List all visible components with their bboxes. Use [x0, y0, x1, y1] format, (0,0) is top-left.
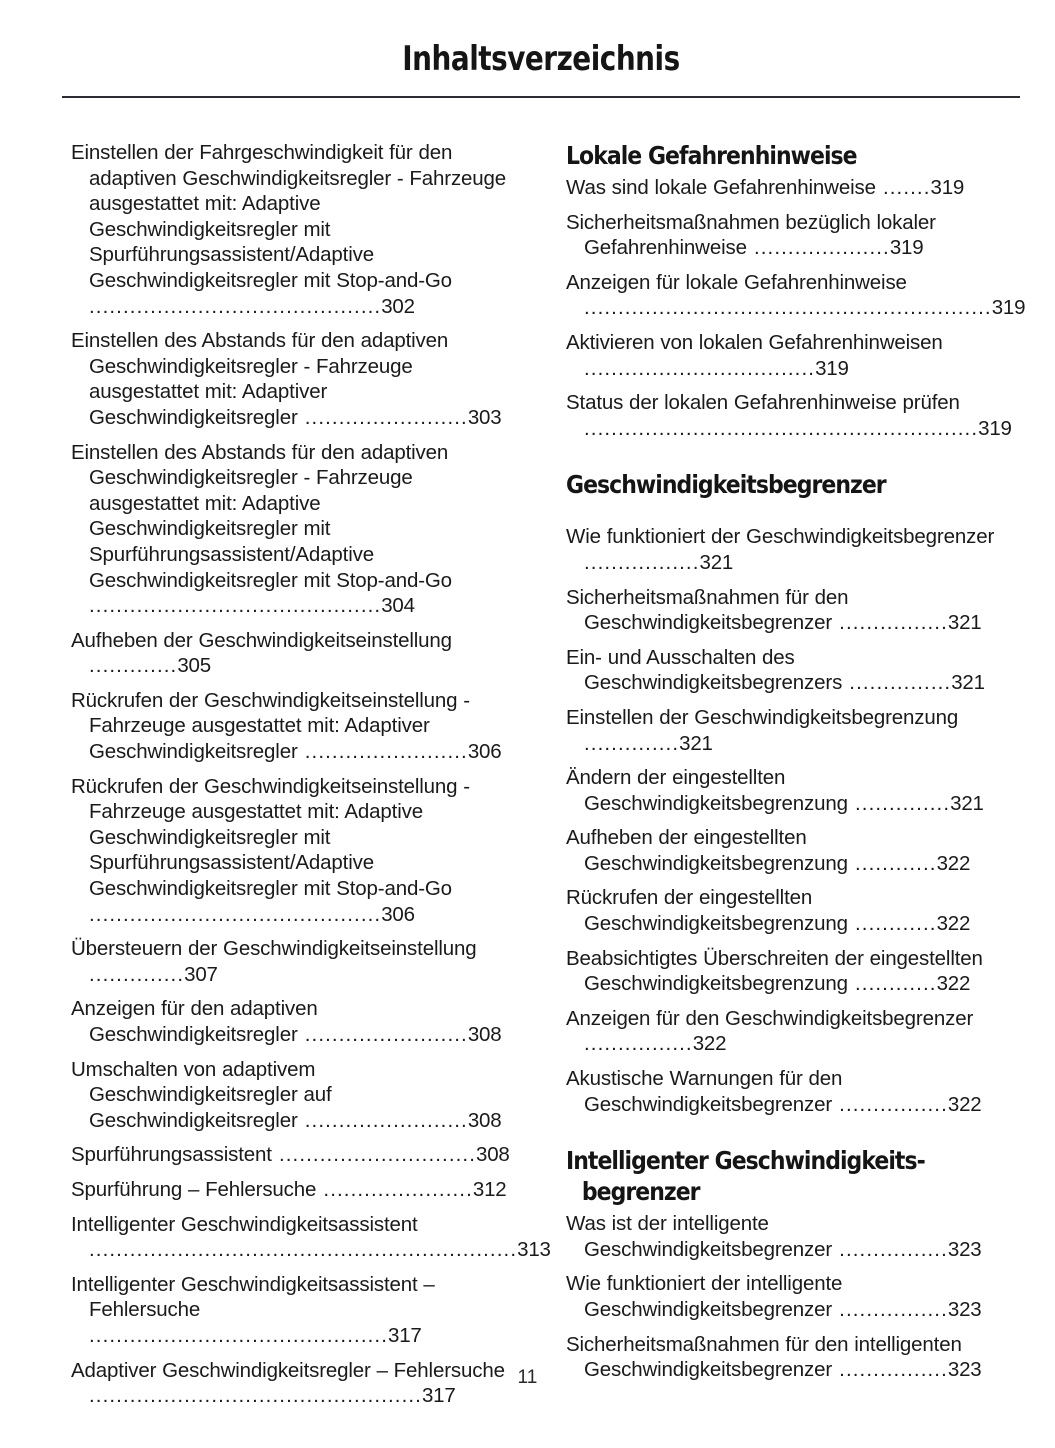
toc-entry-label: Ein- und Ausschalten des Geschwindigkeitsbegrenzers	[566, 645, 843, 695]
toc-entry[interactable]	[566, 1066, 1018, 1117]
toc-entry-page: 322	[936, 851, 971, 875]
page-number: 11	[517, 1367, 538, 1388]
toc-leader-dots: ..........................................................	[584, 416, 979, 440]
section-heading: Lokale Gefahrenhinweise	[566, 141, 857, 170]
toc-entry[interactable]	[566, 1271, 1018, 1322]
toc-entry-page: 321	[699, 550, 734, 574]
toc-entry[interactable]	[566, 210, 1018, 261]
toc-entry[interactable]	[566, 946, 1018, 997]
toc-entry-page: 321	[950, 791, 984, 815]
toc-leader-dots: ...........................................	[89, 294, 382, 318]
toc-leader-dots: ...............	[842, 671, 952, 695]
toc-leader-dots: ........................	[297, 405, 468, 429]
toc-entry-label: Anzeigen für den Geschwindigkeitsbegrenzer	[566, 1006, 974, 1030]
toc-leader-dots: ............	[847, 972, 937, 996]
toc-entry-page: 323	[947, 1237, 982, 1261]
toc-leader-dots: ................	[832, 611, 948, 635]
toc-entry-page: 322	[936, 912, 971, 936]
toc-entry-label: Anzeigen für den adaptiven Geschwindigkeitsregler	[71, 997, 318, 1046]
toc-entry[interactable]	[71, 1177, 520, 1203]
toc-entry[interactable]	[566, 175, 1018, 201]
toc-entry-label: Intelligenter Geschwindigkeitsassistent – Fehlersuche	[71, 1272, 435, 1322]
toc-entry-label: Adaptiver Geschwindigkeitsregler – Fehlersuche	[71, 1358, 505, 1382]
toc-entry[interactable]	[71, 1142, 520, 1168]
toc-entry[interactable]	[566, 705, 1018, 756]
toc-entry-label: Spurführungsassistent	[71, 1143, 272, 1167]
toc-entry-label: Intelligenter Geschwindigkeitsassistent	[71, 1212, 418, 1236]
toc-entry[interactable]	[566, 765, 1018, 816]
toc-entry[interactable]	[71, 628, 520, 679]
toc-entry-page: 313	[517, 1238, 551, 1262]
toc-entry-label: Spurführung – Fehlersuche	[71, 1177, 317, 1201]
toc-entry-label: Aufheben der Geschwindigkeitseinstellung	[71, 628, 452, 652]
toc-entry[interactable]	[71, 1272, 520, 1349]
toc-leader-dots: ...........................................	[89, 594, 382, 618]
toc-entry[interactable]	[71, 688, 520, 765]
toc-entry[interactable]	[566, 1211, 1018, 1262]
toc-entry-page: 308	[476, 1143, 510, 1167]
toc-leader-dots: .......	[875, 176, 931, 199]
toc-entry-label: Einstellen der Geschwindigkeitsbegrenzung	[566, 705, 959, 729]
toc-leader-dots: ......................	[316, 1177, 473, 1201]
toc-entry-page: 319	[815, 356, 849, 380]
toc-leader-dots: ............................................	[89, 1323, 389, 1347]
toc-entry-page: 323	[947, 1298, 982, 1321]
toc-entry[interactable]	[566, 645, 1018, 696]
toc-entry[interactable]	[71, 996, 520, 1047]
toc-entry[interactable]	[71, 440, 520, 619]
toc-leader-dots: ..............	[89, 962, 185, 986]
toc-entry-page: 302	[381, 294, 415, 318]
toc-entry[interactable]	[71, 328, 520, 430]
toc-leader-dots: .................	[584, 550, 700, 574]
toc-entry-label: Aufheben der eingestellten Geschwindigkeitsbegrenzung	[566, 826, 848, 875]
toc-entry-page: 312	[472, 1177, 507, 1201]
toc-entry-page: 321	[947, 611, 982, 635]
toc-entry[interactable]	[566, 885, 1018, 936]
toc-leader-dots: .................................................	[89, 1384, 422, 1408]
toc-leader-dots: ................	[832, 1237, 948, 1261]
toc-entry-page: 317	[421, 1384, 456, 1408]
toc-entry[interactable]	[566, 390, 1018, 441]
toc-entry[interactable]	[566, 825, 1018, 876]
toc-entry-label: Status der lokalen Gefahrenhinweise prüfen	[566, 391, 960, 415]
toc-entry-page: 321	[951, 671, 985, 695]
toc-entry-page: 321	[679, 731, 713, 755]
toc-leader-dots: ..............	[584, 731, 680, 755]
toc-entry-label: Umschalten von adaptivem Geschwindigkeitsregler auf Geschwindigkeitsregler	[71, 1057, 332, 1132]
toc-entry-page: 305	[177, 654, 211, 678]
toc-entry-label: Was ist der intelligente Geschwindigkeitsbegrenzer	[566, 1212, 833, 1261]
toc-leader-dots: ................	[832, 1358, 948, 1382]
toc-entry[interactable]	[566, 270, 1026, 321]
toc-entry[interactable]	[71, 774, 520, 928]
toc-entry-page: 319	[889, 236, 924, 260]
toc-leader-dots: ........................	[297, 1023, 468, 1046]
toc-entry-page: 303	[467, 405, 502, 429]
toc-entry-label: Sicherheitsmaßnahmen für den Geschwindigkeitsbegrenzer	[566, 585, 849, 635]
toc-leader-dots: ............	[847, 851, 937, 875]
section-heading: Intelligenter Geschwindigkeits-begrenzer	[566, 1146, 925, 1207]
toc-entry-label: Anzeigen für lokale Gefahrenhinweise	[566, 270, 907, 294]
section-heading: Geschwindigkeitsbegrenzer	[566, 470, 886, 500]
toc-leader-dots: ................	[832, 1092, 948, 1116]
toc-entry-label: Wie funktioniert der Geschwindigkeitsbegrenzer	[566, 525, 995, 549]
toc-leader-dots: ....................	[746, 236, 890, 260]
toc-leader-dots: ............................................................	[584, 296, 992, 320]
toc-entry-label: Sicherheitsmaßnahmen bezüglich lokaler Gefahrenhinweise	[566, 210, 936, 260]
toc-leader-dots: ........................	[297, 740, 468, 764]
toc-entry[interactable]	[566, 330, 1018, 381]
toc-entry-label: Beabsichtigtes Überschreiten der eingestellten Geschwindigkeitsbegrenzung	[566, 946, 983, 996]
toc-leader-dots: ...............................................................	[89, 1238, 518, 1262]
toc-leader-dots: .............	[89, 654, 178, 678]
toc-leader-dots: ........................	[297, 1108, 468, 1132]
toc-leader-dots: ...........................................	[89, 902, 382, 926]
toc-entry-label: Rückrufen der Geschwindigkeitseinstellung - Fahrzeuge ausgestattet mit: Adaptiver Geschwindigkeitsregler	[71, 688, 470, 764]
page-title: Inhaltsverzeichnis	[402, 39, 680, 79]
toc-entry-label: Einstellen der Fahrgeschwindigkeit für den adaptiven Geschwindigkeitsregler - Fahrzeuge ausgestattet mit: Adaptive Geschwindigkeitsregler mit Spurführungsassistent/Adaptive Geschwindigkeitsregler mit Stop-and-Go	[71, 141, 507, 292]
toc-leader-dots: ..................................	[584, 356, 816, 380]
toc-entry[interactable]	[566, 1006, 1018, 1057]
toc-entry-page: 319	[930, 176, 965, 199]
toc-leader-dots: ................	[584, 1032, 693, 1056]
header-divider	[62, 96, 1020, 98]
toc-entry-page: 319	[978, 416, 1012, 440]
toc-entry-page: 323	[947, 1358, 982, 1382]
toc-entry-label: Einstellen des Abstands für den adaptiven Geschwindigkeitsregler - Fahrzeuge ausgestattet mit: Adaptiver Geschwindigkeitsregler	[71, 329, 449, 429]
toc-entry[interactable]	[71, 936, 520, 987]
toc-entry-page: 308	[467, 1023, 502, 1046]
toc-entry-label: Rückrufen der Geschwindigkeitseinstellung - Fahrzeuge ausgestattet mit: Adaptive Geschwindigkeitsregler mit Spurführungsassistent/Adaptive Geschwindigkeitsregler mit Stop-and-Go	[71, 774, 470, 901]
toc-entry-page: 322	[947, 1092, 982, 1116]
toc-leader-dots: ................	[832, 1298, 948, 1321]
toc-entry-page: 319	[991, 296, 1026, 320]
toc-entry-page: 306	[467, 740, 502, 764]
toc-entry-page: 308	[467, 1108, 502, 1132]
toc-column-right	[566, 140, 1026, 1392]
toc-entry-label: Akustische Warnungen für den Geschwindigkeitsbegrenzer	[566, 1067, 843, 1116]
toc-entry-label: Einstellen des Abstands für den adaptiven Geschwindigkeitsregler - Fahrzeuge ausgestattet mit: Adaptive Geschwindigkeitsregler mit Spurführungsassistent/Adaptive Geschwindigkeitsregler mit Stop-and-Go	[71, 440, 452, 592]
toc-entry[interactable]	[566, 524, 1018, 575]
toc-entry-label: Was sind lokale Gefahrenhinweise	[566, 176, 876, 199]
toc-entry-page: 322	[936, 972, 971, 996]
toc-leader-dots: .............................	[271, 1143, 477, 1167]
toc-entry-page: 322	[692, 1032, 727, 1056]
toc-entry-page: 304	[381, 594, 415, 618]
toc-leader-dots: ..............	[847, 791, 951, 815]
toc-entry-label: Aktivieren von lokalen Gefahrenhinweisen	[566, 330, 943, 354]
toc-entry[interactable]	[71, 1057, 520, 1134]
toc-leader-dots: ............	[847, 912, 937, 936]
toc-entry[interactable]	[71, 1212, 551, 1263]
toc-entry-label: Sicherheitsmaßnahmen für den intelligenten Geschwindigkeitsbegrenzer	[566, 1332, 962, 1382]
toc-entry[interactable]	[71, 140, 520, 319]
toc-entry-label: Rückrufen der eingestellten Geschwindigkeitsbegrenzung	[566, 886, 848, 936]
toc-entry-label: Ändern der eingestellten Geschwindigkeitsbegrenzung	[566, 766, 848, 815]
toc-entry-page: 307	[184, 962, 218, 986]
page-header	[62, 38, 1020, 80]
toc-entry-label: Übersteuern der Geschwindigkeitseinstellung	[71, 937, 477, 961]
toc-entry-page: 306	[381, 902, 415, 926]
toc-entry-label: Wie funktioniert der intelligente Geschwindigkeitsbegrenzer	[566, 1272, 843, 1321]
toc-entry-page: 317	[388, 1323, 422, 1347]
toc-entry[interactable]	[566, 585, 1018, 636]
